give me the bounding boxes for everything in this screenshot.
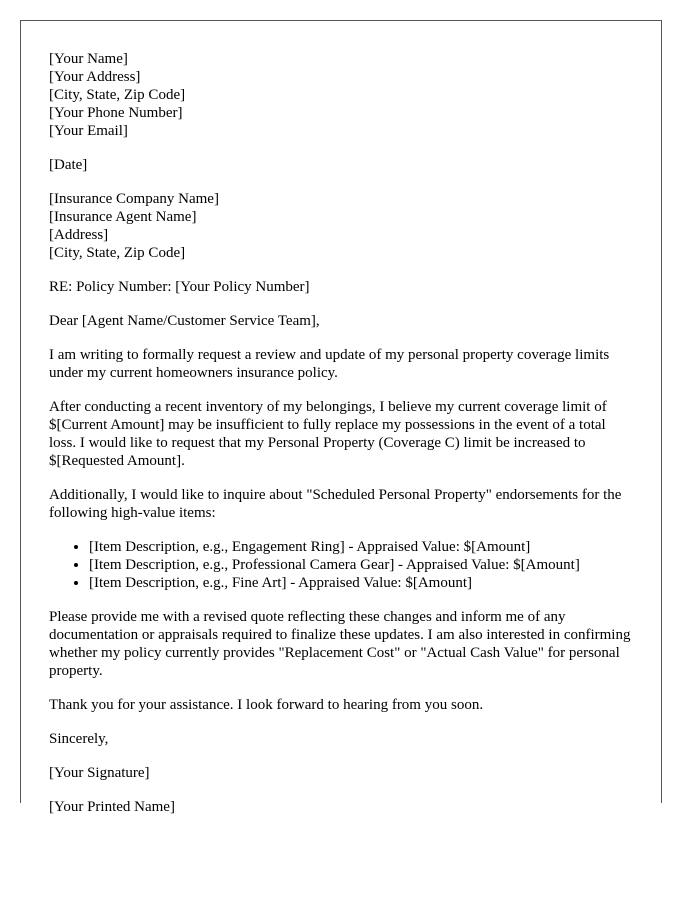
sender-city-state-zip: [City, State, Zip Code] xyxy=(49,87,186,103)
salutation: Dear [Agent Name/Customer Service Team], xyxy=(49,313,320,329)
recipient-city-state-zip: [City, State, Zip Code] xyxy=(49,245,186,261)
sender-address: [Your Address] xyxy=(49,69,141,85)
body-paragraph-scheduled: Additionally, I would like to inquire about "Scheduled Personal Property" endorsements for the following high-value items: xyxy=(49,487,622,521)
date-block xyxy=(49,156,633,174)
letter-content xyxy=(21,21,661,816)
sender-name: [Your Name] xyxy=(49,51,128,67)
list-item: • [Item Description, e.g., Professional Camera Gear] - Appraised Value: $[Amount] xyxy=(89,556,633,574)
recipient-block xyxy=(49,190,633,262)
letter-page xyxy=(20,20,662,815)
sender-phone: [Your Phone Number] xyxy=(49,105,183,121)
body-paragraph-intro: I am writing to formally request a review and update of my personal property coverage limits under my current homeowners insurance policy. xyxy=(49,347,610,381)
printed-name: [Your Printed Name] xyxy=(49,799,175,815)
signature: [Your Signature] xyxy=(49,765,150,781)
list-item: • [Item Description, e.g., Engagement Ring] - Appraised Value: $[Amount] xyxy=(89,538,633,556)
body-paragraph-quote-request: Please provide me with a revised quote reflecting these changes and inform me of any documentation or appraisals required to finalize these updates. I am also interested in confirming whether my policy currently provides "Replacement Cost" or "Actual Cash Value" for personal property. xyxy=(49,609,631,679)
body-paragraph-inventory: After conducting a recent inventory of my belongings, I believe my current coverage limit of $[Current Amount] may be insufficient to fully replace my possessions in the event of a total loss. I would like to request that my Personal Property (Coverage C) limit be increased to $[Requested Amount]. xyxy=(49,399,607,469)
letter-date: [Date] xyxy=(49,157,88,173)
sign-off: Sincerely, xyxy=(49,731,109,747)
list-item: • [Item Description, e.g., Fine Art] - Appraised Value: $[Amount] xyxy=(89,574,633,592)
recipient-agent: [Insurance Agent Name] xyxy=(49,209,197,225)
recipient-address: [Address] xyxy=(49,227,109,243)
high-value-items-list xyxy=(49,538,633,592)
recipient-company: [Insurance Company Name] xyxy=(49,191,219,207)
sender-block xyxy=(49,50,633,140)
re-line: RE: Policy Number: [Your Policy Number] xyxy=(49,279,310,295)
body-paragraph-thanks: Thank you for your assistance. I look forward to hearing from you soon. xyxy=(49,697,484,713)
sender-email: [Your Email] xyxy=(49,123,128,139)
